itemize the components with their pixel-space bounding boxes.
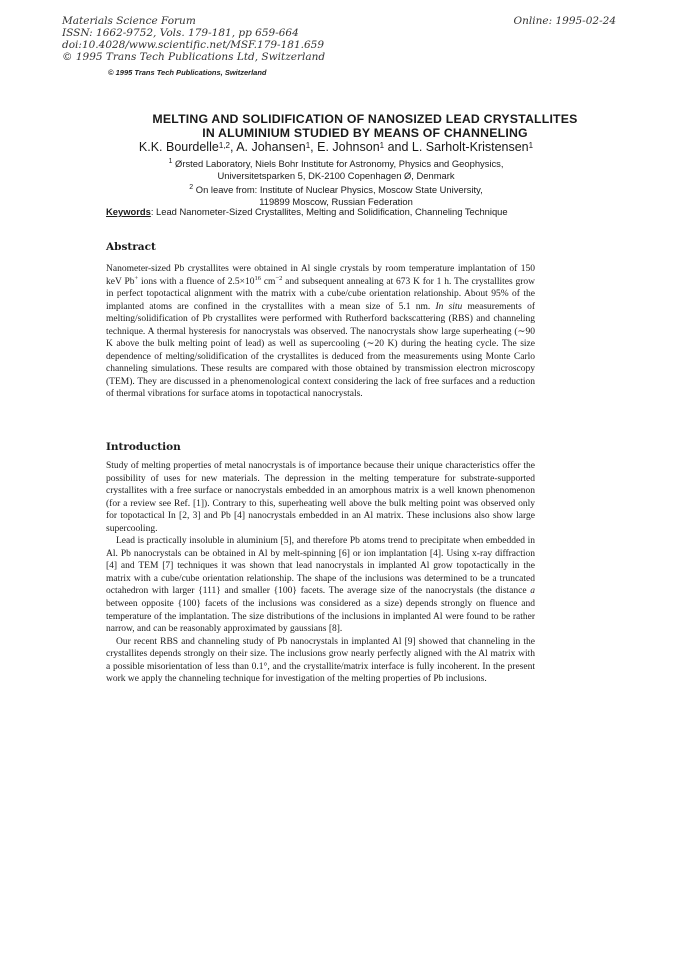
issn-line: ISSN: 1662-9752, Vols. 179-181, pp 659-664 xyxy=(62,27,299,39)
journal-header xyxy=(62,15,325,63)
paragraph: Our recent RBS and channeling study of Pb nanocrystals in implanted Al [9] showed that channeling in the crystallites depends strongly on their size. The inclusions grow nearly perfectly aligned with the Al matrix with a possible misorientation of less than 0.1°, and the crystallite/matrix interface is fully incoherent. In the present work we apply the channeling technique for investigation of the melting properties of Pb inclusions. xyxy=(106,636,535,685)
affiliation-2: $^2$ On leave from: Institute of Nuclear Physics, Moscow State University, xyxy=(189,184,483,196)
online-date: Online: 1995-02-24 xyxy=(513,15,616,27)
author-name: and L. Sarholt-Kristensen xyxy=(384,140,529,154)
abstract-body: Nanometer-sized Pb crystallites were obtained in Al single crystals by room temperature implantation of 150 keV Pb+ ions with a fluence of $2.5\times 10^{16}$ $cm^{-2}$ and subsequent annealing at 673 K for 1 h. The crystallites grow in perfect topotactical alignment with the matrix with a cube/cube orientation relationship. About 95% of the implanted atoms are confined in the crystallites with a mean size of 5.1 nm. In situ measurements of melting/solidification of Pb crystallites were performed with Rutherford backscattering (RBS) and channeling technique. A thermal hysteresis for nanocrystals was observed. The nanocrystals show large superheating (∼90 K above the bulk melting point of lead) as well as supercooling (∼20 K) during the heating cycle. The size dependence of melting/solidification of the crystallites is deduced from the measurements using Monte Carlo channeling simulations. These results are compared with those obtained by transmission electron microscopy (TEM). They are discussed in a phenomenological context considering the lack of free surfaces and a reduction of thermal vibrations for surface atoms in topotactical nanocrystals. xyxy=(106,264,536,400)
paper-title xyxy=(60,112,670,140)
author-sup: 1 xyxy=(379,141,385,150)
journal-name: Materials Science Forum xyxy=(62,15,196,27)
publisher-copyright: © 1995 Trans Tech Publications, Switzerland xyxy=(108,68,267,77)
author-name: K.K. Bourdelle xyxy=(138,140,219,154)
title-line-1: MELTING AND SOLIDIFICATION OF NANOSIZED LEAD CRYSTALLITES xyxy=(152,112,578,126)
keywords-label: Keywords xyxy=(106,206,151,217)
affiliation-1: $^1$ Ørsted Laboratory, Niels Bohr Institute for Astronomy, Physics and Geophysics, xyxy=(168,158,504,170)
author-list xyxy=(60,140,612,155)
author-sup: 1 xyxy=(528,141,534,150)
doi-line: doi:10.4028/www.scientific.net/MSF.179-181.659 xyxy=(62,39,325,51)
title-line-2: IN ALUMINIUM STUDIED BY MEANS OF CHANNELING xyxy=(202,126,528,140)
keywords-text: : Lead Nanometer-Sized Crystallites, Melting and Solidification, Channeling Technique xyxy=(150,206,508,217)
author-sup: 1,2 xyxy=(218,141,230,150)
introduction-body xyxy=(106,460,535,686)
introduction-heading: Introduction xyxy=(106,441,181,453)
paragraph: Lead is practically insoluble in aluminium [5], and therefore Pb atoms trend to precipitate when embedded in Al. Pb nanocrystals can be obtained in Al by melt-spinning [6] or ion implantation [4]. Using x-ray diffraction [4] and TEM [7] techniques it was shown that lead nanocrystals in implanted Al grow topotactically in the matrix with a cube/cube orientation relationship. The shape of the inclusions was determined to be a truncated octahedron with larger {111} and smaller {100} facets. The average size of the nanocrystals (the distance a between opposite {100} facets of the inclusions was considered as a size) depends strongly on fluence and temperature of the implantation. The size distributions of the inclusions in implanted Al were found to be rather narrow, and can be reasonably approximated by gaussians [8]. xyxy=(106,536,535,635)
author-name: , E. Johnson xyxy=(310,140,380,154)
abstract-heading: Abstract xyxy=(106,241,156,253)
author-name: , A. Johansen xyxy=(229,140,306,154)
author-sup: 1 xyxy=(305,141,311,150)
affiliations xyxy=(60,156,612,208)
paragraph: Study of melting properties of metal nanocrystals is of importance because their unique characteristics offer the possibility of uses for new materials. The depression in the melting temperature for substrate-supported crystallites with a free surface or nanocrystals embedded in an amorphous matrix is a well known phenomenon (for a review see Ref. [1]). Contrary to this, superheating well above the bulk melting point was observed only for topotactical In [2, 3] and Pb [4] nanocrystals embedded in an Al matrix. These inclusions also show large supercooling. xyxy=(106,461,535,534)
keywords xyxy=(106,206,535,217)
copyright-line: © 1995 Trans Tech Publications Ltd, Switzerland xyxy=(62,51,326,63)
affiliation-2-address: 119899 Moscow, Russian Federation xyxy=(259,196,413,208)
affiliation-1-address: Universitetsparken 5, DK-2100 Copenhagen Ø, Denmark xyxy=(217,170,455,182)
